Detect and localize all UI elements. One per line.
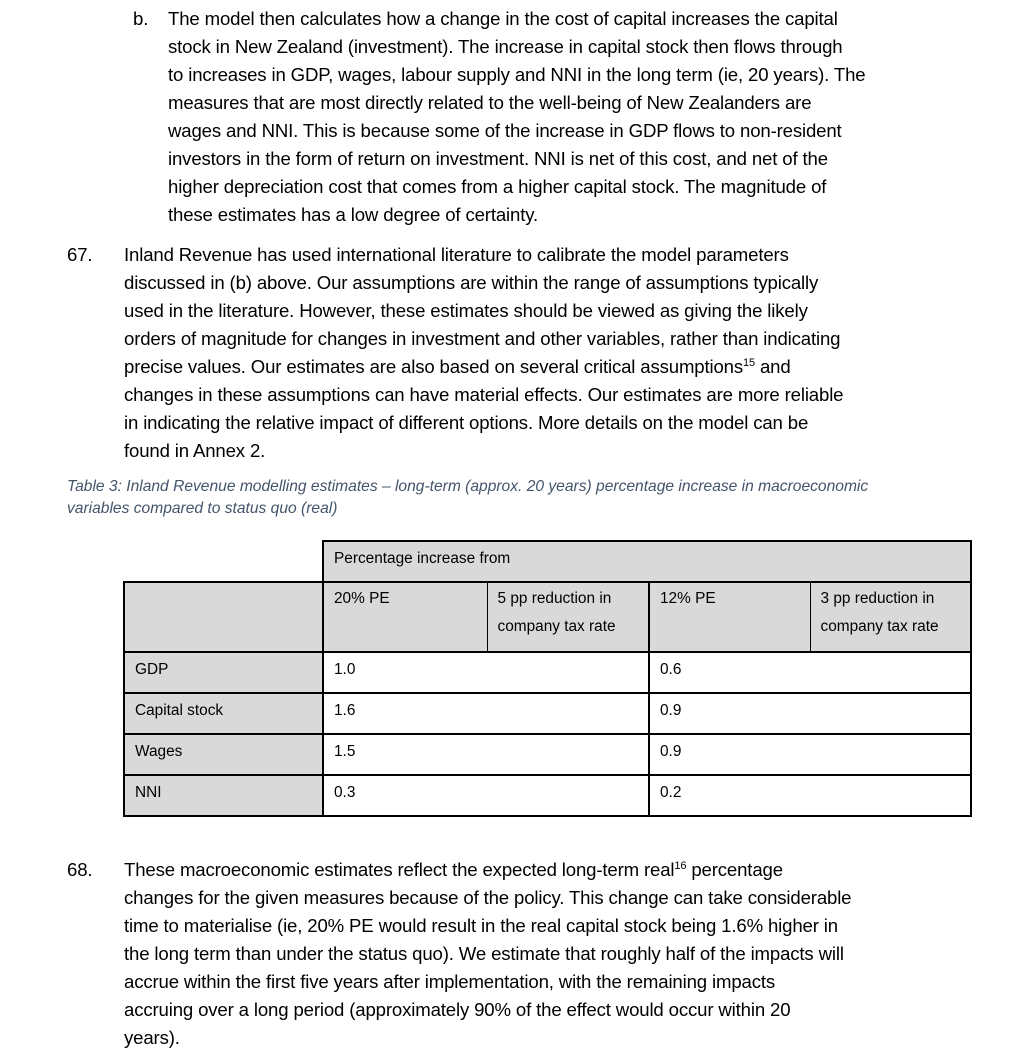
header-line: company tax rate bbox=[497, 618, 616, 635]
header-line: 3 pp reduction in bbox=[820, 590, 935, 607]
text-line: measures that are most directly related to the well-being of New Zealanders are bbox=[168, 92, 812, 113]
caption-line: Table 3: Inland Revenue modelling estimates – long-term (approx. 20 years) percentage increase in macroeconomic bbox=[67, 478, 869, 495]
header-line: 20% PE bbox=[334, 590, 390, 607]
text-line: discussed in (b) above. Our assumptions are within the range of assumptions typically bbox=[124, 272, 819, 293]
paragraph-number: 68. bbox=[67, 859, 93, 880]
table-row bbox=[124, 734, 971, 775]
header-line: company tax rate bbox=[820, 618, 939, 635]
text-line: in indicating the relative impact of different options. More details on the model can be bbox=[124, 412, 809, 433]
header-line: 5 pp reduction in bbox=[497, 590, 612, 607]
cell-capital-20pe-5pp: 1.6 bbox=[323, 693, 649, 734]
footnote-ref-16[interactable]: 16 bbox=[674, 859, 687, 872]
text-line: wages and NNI. This is because some of the increase in GDP flows to non-resident bbox=[168, 120, 842, 141]
footnote-ref-15[interactable]: 15 bbox=[743, 356, 755, 369]
column-header-3pp bbox=[810, 582, 971, 652]
table-group-header-row bbox=[124, 541, 971, 582]
text-line: years). bbox=[124, 1027, 180, 1048]
table-row bbox=[124, 775, 971, 816]
table-column-header-row bbox=[124, 582, 971, 652]
text-line bbox=[124, 353, 1004, 381]
text-fragment: and bbox=[754, 356, 791, 377]
text-line: orders of magnitude for changes in investment and other variables, rather than indicating bbox=[124, 328, 841, 349]
row-header-blank bbox=[124, 582, 323, 652]
table-3 bbox=[123, 540, 972, 817]
cell-nni-12pe-3pp: 0.2 bbox=[649, 775, 971, 816]
group-header-cell: Percentage increase from bbox=[323, 541, 971, 582]
text-line: changes for the given measures because of the policy. This change can take considerable bbox=[124, 887, 852, 908]
row-label-nni: NNI bbox=[124, 775, 323, 816]
column-header-12pe bbox=[649, 582, 810, 652]
text-line: changes in these assumptions can have material effects. Our estimates are more reliable bbox=[124, 384, 844, 405]
text-line: accruing over a long period (approximately 90% of the effect would occur within 20 bbox=[124, 999, 791, 1020]
text-line: found in Annex 2. bbox=[124, 440, 266, 461]
cell-gdp-12pe-3pp: 0.6 bbox=[649, 652, 971, 693]
column-header-20pe bbox=[323, 582, 487, 652]
table-corner-blank bbox=[124, 541, 323, 582]
table-row bbox=[124, 693, 971, 734]
cell-gdp-20pe-5pp: 1.0 bbox=[323, 652, 649, 693]
cell-wages-20pe-5pp: 1.5 bbox=[323, 734, 649, 775]
text-line: investors in the form of return on investment. NNI is net of this cost, and net of the bbox=[168, 148, 828, 169]
text-fragment: percentage bbox=[686, 859, 783, 880]
text-line: The model then calculates how a change in the cost of capital increases the capital bbox=[168, 8, 838, 29]
row-label-wages: Wages bbox=[124, 734, 323, 775]
text-fragment: These macroeconomic estimates reflect the expected long-term real bbox=[124, 859, 675, 880]
row-label-capital-stock: Capital stock bbox=[124, 693, 323, 734]
text-line bbox=[124, 856, 1004, 884]
row-label-gdp: GDP bbox=[124, 652, 323, 693]
caption-line: variables compared to status quo (real) bbox=[67, 500, 338, 517]
text-line: used in the literature. However, these estimates should be viewed as giving the likely bbox=[124, 300, 808, 321]
text-line: Inland Revenue has used international literature to calibrate the model parameters bbox=[124, 244, 789, 265]
paragraph-text bbox=[124, 856, 1004, 1052]
text-line: the long term than under the status quo). We estimate that roughly half of the impacts will bbox=[124, 943, 844, 964]
text-line: to increases in GDP, wages, labour supply and NNI in the long term (ie, 20 years). The bbox=[168, 64, 866, 85]
header-line: 12% PE bbox=[660, 590, 716, 607]
table-row bbox=[124, 652, 971, 693]
cell-wages-12pe-3pp: 0.9 bbox=[649, 734, 971, 775]
text-fragment: precise values. Our estimates are also based on several critical assumptions bbox=[124, 356, 744, 377]
cell-nni-20pe-5pp: 0.3 bbox=[323, 775, 649, 816]
text-line: higher depreciation cost that comes from a higher capital stock. The magnitude of bbox=[168, 176, 827, 197]
sub-item-marker: b. bbox=[133, 8, 149, 29]
paragraph-text bbox=[124, 241, 1004, 465]
text-line: time to materialise (ie, 20% PE would result in the real capital stock being 1.6% higher in bbox=[124, 915, 838, 936]
text-line: accrue within the first five years after implementation, with the remaining impacts bbox=[124, 971, 776, 992]
column-header-5pp bbox=[487, 582, 649, 652]
cell-capital-12pe-3pp: 0.9 bbox=[649, 693, 971, 734]
sub-item-text bbox=[168, 5, 998, 229]
table-caption bbox=[67, 476, 987, 520]
text-line: stock in New Zealand (investment). The increase in capital stock then flows through bbox=[168, 36, 843, 57]
paragraph-number: 67. bbox=[67, 244, 93, 265]
text-line: these estimates has a low degree of certainty. bbox=[168, 204, 538, 225]
